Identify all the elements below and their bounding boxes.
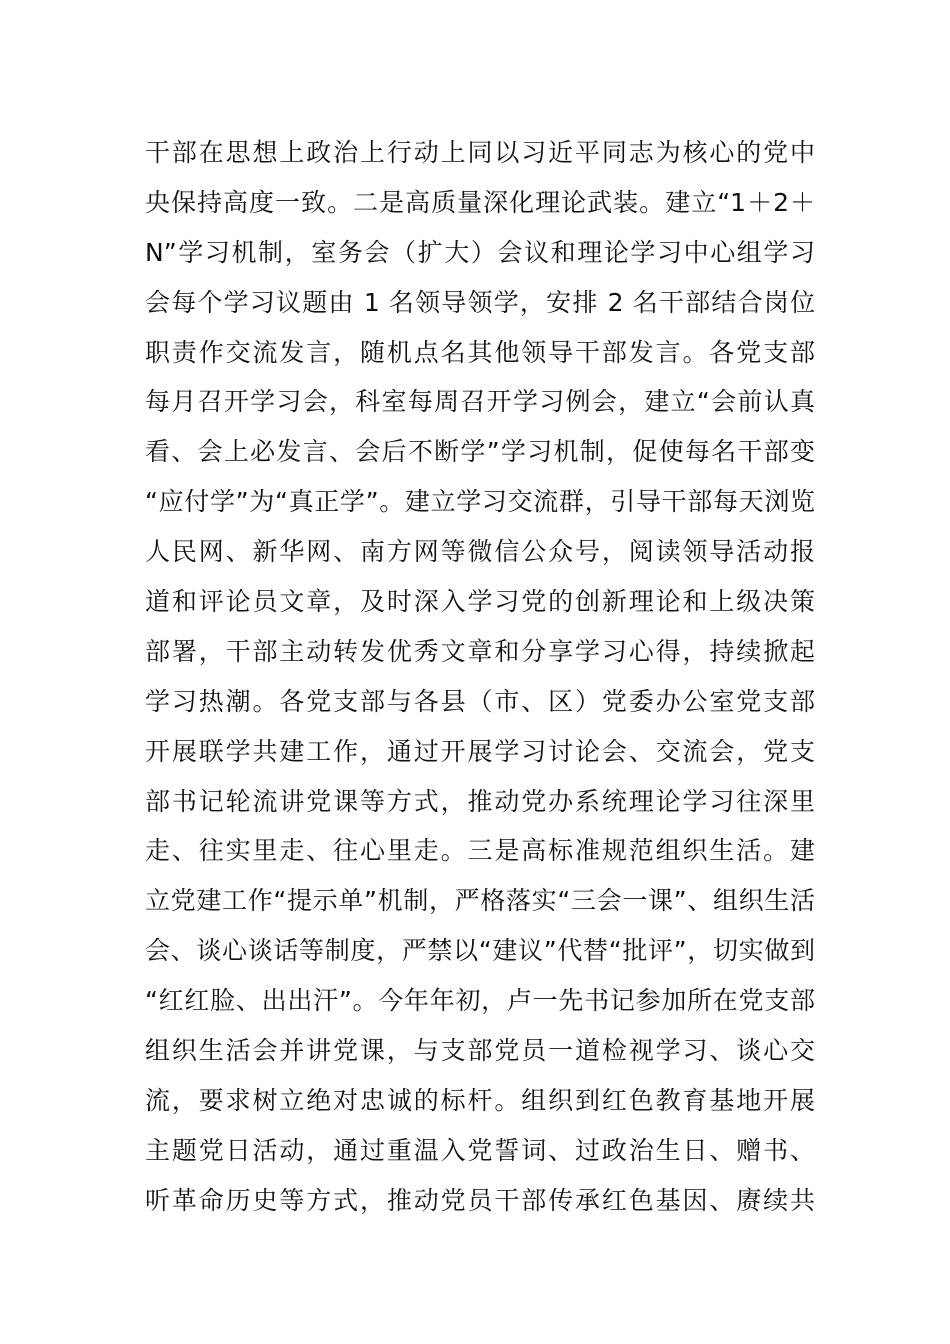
text-line: 走、往实里走、往心里走。三是高标准规范组织生活。建: [145, 836, 815, 866]
text-line: 立党建工作“提示单”机制，严格落实“三会一课”、组织生活: [145, 886, 815, 916]
text-line: “应付学”为“真正学”。建立学习交流群，引导干部每天浏览: [145, 487, 815, 517]
text-line: 每月召开学习会，科室每周召开学习例会，建立“会前认真: [145, 387, 815, 417]
text-line: 部署，干部主动转发优秀文章和分享学习心得，持续掀起: [145, 636, 815, 666]
text-line: 部书记轮流讲党课等方式，推动党办系统理论学习往深里: [145, 786, 815, 816]
text-line: 人民网、新华网、南方网等微信公众号，阅读领导活动报: [145, 537, 815, 567]
text-line: 开展联学共建工作，通过开展学习讨论会、交流会，党支: [145, 736, 815, 766]
text-line: 道和评论员文章，及时深入学习党的创新理论和上级决策: [145, 587, 815, 617]
text-line: 看、会上必发言、会后不断学”学习机制，促使每名干部变: [145, 437, 815, 467]
text-line: “红红脸、出出汗”。今年年初，卢一先书记参加所在党支部: [145, 986, 815, 1016]
text-line: 主题党日活动，通过重温入党誓词、过政治生日、赠书、: [145, 1135, 815, 1165]
text-line: N”学习机制，室务会（扩大）会议和理论学习中心组学习: [145, 237, 815, 267]
text-line: 会、谈心谈话等制度，严禁以“建议”代替“批评”，切实做到: [145, 936, 815, 966]
text-line: 职责作交流发言，随机点名其他领导干部发言。各党支部: [145, 337, 815, 367]
text-line: 听革命历史等方式，推动党员干部传承红色基因、赓续共: [145, 1185, 815, 1215]
text-line: 会每个学习议题由 1 名领导领学，安排 2 名干部结合岗位: [145, 287, 815, 317]
text-line: 流，要求树立绝对忠诚的标杆。组织到红色教育基地开展: [145, 1085, 815, 1115]
text-line: 干部在思想上政治上行动上同以习近平同志为核心的党中: [145, 138, 815, 167]
text-line: 组织生活会并讲党课，与支部党员一道检视学习、谈心交: [145, 1036, 815, 1066]
text-line: 学习热潮。各党支部与各县（市、区）党委办公室党支部: [145, 686, 815, 716]
body-paragraph: [145, 128, 815, 1226]
text-line: 央保持高度一致。二是高质量深化理论武装。建立“1＋2＋: [145, 187, 815, 217]
